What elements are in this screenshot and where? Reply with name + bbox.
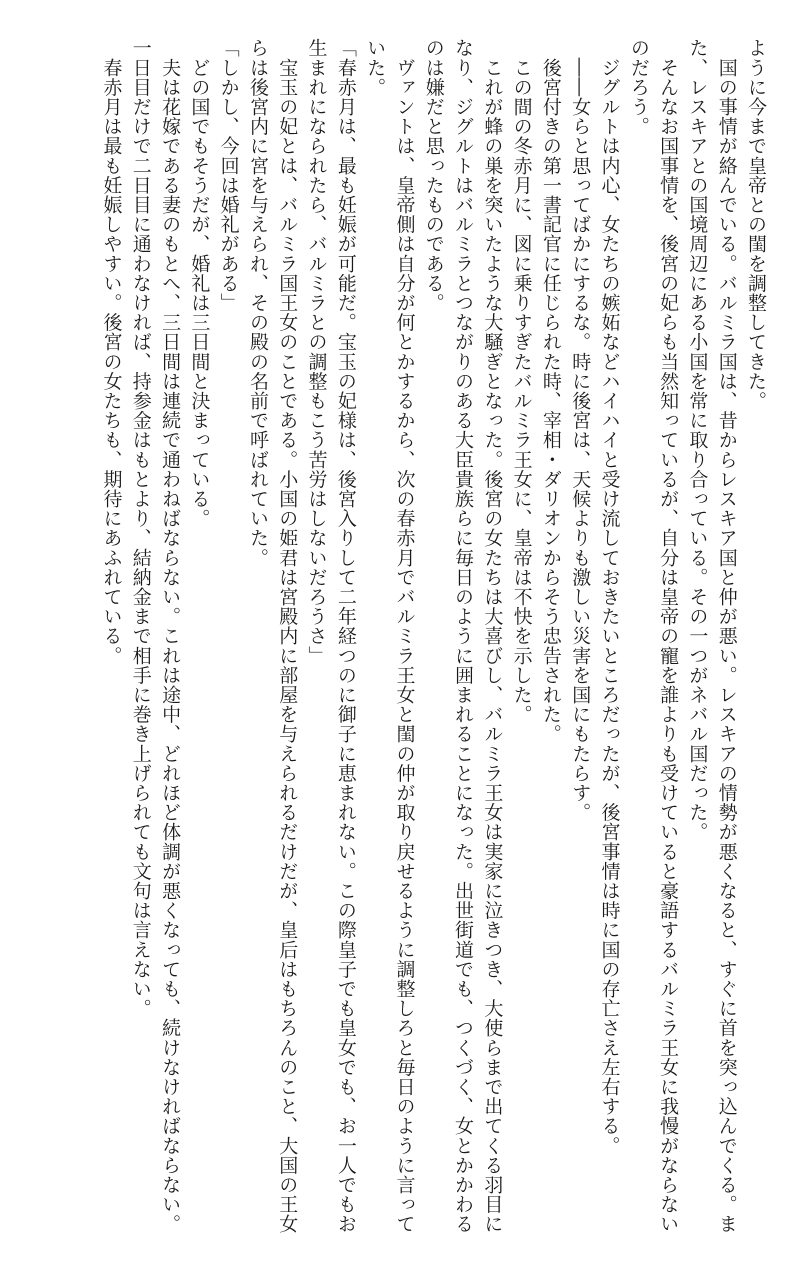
paragraph: 夫は花嫁である妻のもとへ、三日間は連続で通わねばならない。これは途中、どれほど体調が悪くなっても、続けなければならない。一日目だけで二日目に通わなければ、持参金はもとより、結納金まで相手に巻き上げられても文句は言えない。: [129, 38, 182, 1234]
paragraph: この間の冬赤月に、図に乗りすぎたバルミラ王女に、皇帝は不快を示した。: [510, 38, 533, 724]
paragraph: ように今まで皇帝との閨を調整してきた。: [745, 38, 767, 411]
vertical-text-body: [96, 38, 770, 1248]
paragraph: ジグルトは内心、女たちの嫉妬などハイハイと受け流しておきたいところだったが、後宮事情は時に国の存亡さえ左右する。: [598, 38, 621, 1156]
paragraph: 国の事情が絡んでいる。バルミラ国は、昔からレスキア国と仲が悪い。レスキアの情勢が悪くなると、すぐに首を突っ込んでくる。また、レスキアとの国境周辺にある小国を常に取り合っている。その一つがネバル国だった。: [686, 38, 738, 1234]
paragraph: これが蜂の巣を突いたような大騒ぎとなった。後宮の女たちは大喜びし、バルミラ王女は実家に泣きつき、大使らまで出てくる羽目になり、ジグルトはバルミラとつながりのある大臣貴族らに毎日のように囲まれることになった。出世街道でも、つくづく、女とかかわるのは嫌だと思ったものである。: [422, 38, 504, 1234]
paragraph: ――女らと思ってばかにするな。時に後宮は、天候よりも激しい災害を国にもたらす。: [569, 38, 592, 822]
dialogue-paragraph: 「しかし、今回は婚礼がある」: [217, 38, 240, 313]
paragraph: そんなお国事情を、後宮の妃らも当然知っているが、自分は皇帝の寵を誰よりも受けていると豪語するバルミラ王女に我慢がならないのだろう。: [627, 38, 680, 1234]
paragraph: 春赤月は最も妊娠しやすい。後宮の女たちも、期待にあふれている。: [100, 38, 123, 666]
paragraph: 宝玉の妃とは、バルミラ国王女のことである。小国の姫君は宮殿内に部屋を与えられるだけだが、皇后はもちろんのこと、大国の王女らは後宮内に宮を与えられ、その殿の名前で呼ばれていた。: [246, 38, 299, 1234]
paragraph: どの国でもそうだが、婚礼は三日間と決まっている。: [188, 38, 211, 528]
dialogue-paragraph: 「春赤月は、最も妊娠が可能だ。宝玉の妃様は、後宮入りして二年経つのに御子に恵まれない。この際皇子でも皇女でも、お一人でもお生まれになられたら、バルミラとの調整もこう苦労はしないだろうさ」: [305, 38, 357, 1234]
paragraph: 後宮付きの第一書記官に任じられた時、宰相・ダリオンからそう忠告された。: [539, 38, 562, 744]
paragraph: ヴァントは、皇帝側は自分が何とかするから、次の春赤月でバルミラ王女と閨の仲が取り戻せるように調整しろと毎日のように言っていた。: [364, 38, 416, 1234]
